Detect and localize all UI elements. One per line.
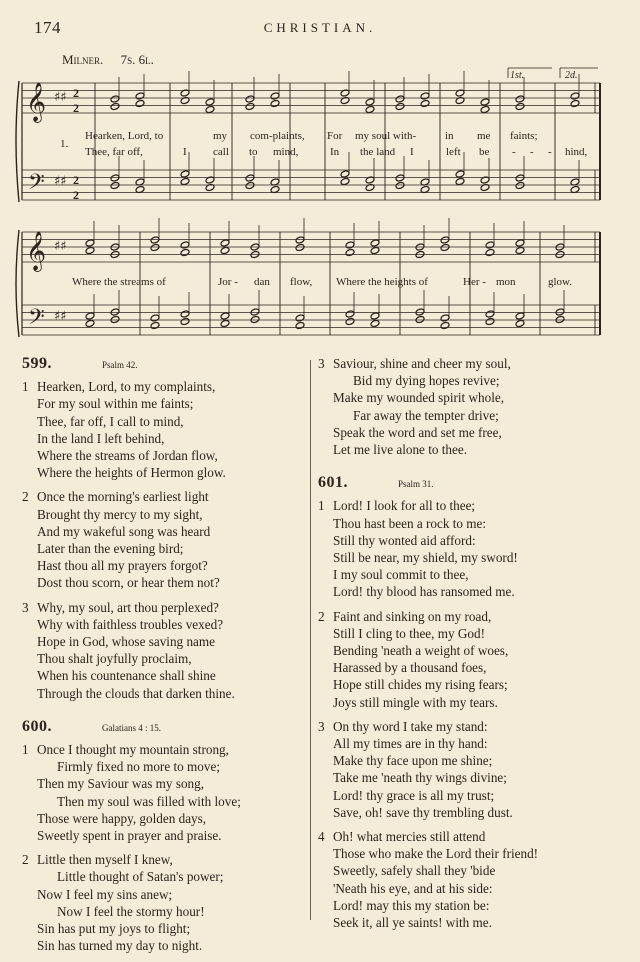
notehead [515, 102, 525, 110]
lyric-syllable: I [183, 146, 187, 158]
stanza [22, 851, 302, 954]
verse-line [22, 488, 302, 505]
hymn-reference: Psalm 31. [398, 479, 434, 490]
notehead [110, 181, 120, 189]
verse-text: I my soul commit to thee, [333, 567, 469, 583]
stanza [22, 741, 302, 844]
music-score [0, 0, 640, 350]
verse-text: When his countenance shall shine [37, 668, 216, 684]
verse-line [22, 793, 302, 810]
verse-text: Then my soul was filled with love; [57, 793, 241, 809]
verse-line [22, 650, 302, 667]
notehead [365, 105, 375, 113]
lyric-syllable: I [410, 146, 414, 158]
running-title: CHRISTIAN. [263, 20, 377, 35]
verse-line [22, 633, 302, 650]
notehead [515, 181, 525, 189]
verse-line [22, 886, 302, 903]
verse-text: Where the heights of Hermon glow. [37, 465, 226, 481]
notehead [180, 177, 190, 185]
notehead [420, 99, 430, 107]
key-signature-sharps: ♯♯ [54, 309, 67, 324]
verse-line [318, 583, 618, 600]
lyric-syllable: flow, [290, 276, 313, 288]
key-signature-sharps: ♯♯ [54, 90, 67, 105]
verse-line [22, 741, 302, 758]
lyric-syllable: to [249, 146, 258, 158]
stanza [318, 718, 618, 821]
verse-line [22, 523, 302, 540]
verse-text: Little then myself I knew, [37, 852, 173, 868]
verse-line [22, 574, 302, 591]
stanza [22, 378, 302, 481]
verse-line [22, 557, 302, 574]
verse-text: Firmly fixed no more to move; [57, 759, 220, 775]
verse-text: Once I thought my mountain strong, [37, 742, 229, 758]
verse-text: Dost thou scorn, or hear them not? [37, 575, 220, 591]
notehead [515, 95, 525, 103]
bass-clef-icon: 𝄢 [28, 170, 45, 200]
verse-text: For my soul within me faints; [37, 396, 194, 412]
key-signature-sharps: ♯♯ [54, 239, 67, 254]
verse-line [22, 395, 302, 412]
notehead [455, 177, 465, 185]
stanza [318, 497, 618, 600]
lyric-syllable: For [327, 130, 343, 142]
stanza-number: 3 [318, 356, 325, 371]
verse-text: Still be near, my shield, my sword! [333, 550, 518, 566]
first-ending-label: 1st. [510, 70, 525, 81]
system-brace [16, 81, 19, 202]
verse-line [22, 540, 302, 557]
verse-line [22, 430, 302, 447]
verse-line [318, 659, 618, 676]
hymn-601 [318, 474, 618, 931]
verse-line [22, 851, 302, 868]
notehead [515, 239, 525, 247]
lyric-syllable: call [213, 146, 229, 158]
lyric-syllable: Where the streams of [72, 276, 166, 288]
notehead [345, 310, 355, 318]
lyric-syllable: my soul with- [355, 130, 417, 142]
verse-text: Take me 'neath thy wings divine; [333, 770, 507, 786]
time-signature: 2 [73, 188, 79, 202]
notehead [485, 317, 495, 325]
hymn-number: 601. [318, 474, 348, 492]
verse-line [318, 897, 618, 914]
right-column [318, 355, 618, 938]
verse-text: Why with faithless troubles vexed? [37, 616, 224, 632]
verse-text: Bending 'neath a weight of woes, [333, 643, 509, 659]
notehead [110, 308, 120, 316]
verse-line [318, 549, 618, 566]
verse-text: Save, oh! save thy trembling dust. [333, 804, 513, 820]
notehead [150, 321, 160, 329]
stanza-number: 4 [318, 829, 325, 845]
lyric-syllable: hind, [565, 146, 588, 158]
second-ending-label: 2d. [565, 70, 578, 81]
notehead [440, 314, 450, 322]
verse-text: Far away the tempter drive; [353, 407, 499, 423]
verse-text: Hast thou all my prayers forgot? [37, 558, 208, 574]
notehead [180, 170, 190, 178]
verse-text: Once the morning's earliest light [37, 489, 209, 505]
lyric-syllable: Her - [463, 276, 486, 288]
verse-text: Where the streams of Jordan flow, [37, 448, 218, 464]
notehead [370, 246, 380, 254]
notehead [440, 243, 450, 251]
lyric-syllable: my [213, 130, 228, 142]
verse-text: Sin has turned my day to night. [37, 938, 203, 954]
stanza-number: 1 [22, 379, 29, 395]
notehead [245, 102, 255, 110]
notehead [245, 181, 255, 189]
lyric-syllable: dan [254, 276, 270, 288]
verse-text: Thee, far off, I call to mind, [37, 413, 184, 429]
stanza-number: 2 [22, 489, 29, 505]
verse-text: Later than the evening bird; [37, 541, 184, 557]
notehead [245, 174, 255, 182]
verse-text: Bid my dying hopes revive; [353, 373, 500, 389]
verse-text: Now I feel the stormy hour! [57, 903, 205, 919]
lyric-syllable: be [479, 146, 490, 158]
verse-line [318, 389, 618, 406]
stanza [22, 488, 302, 591]
verse-text: Joys still mingle with my tears. [333, 694, 498, 710]
notehead [395, 174, 405, 182]
verse-line [318, 804, 618, 821]
verse-line [318, 787, 618, 804]
notehead [345, 248, 355, 256]
verse-line [22, 775, 302, 792]
verse-number: 1. [60, 138, 69, 150]
notehead [295, 321, 305, 329]
notehead [270, 99, 280, 107]
notehead [110, 102, 120, 110]
verse-line [318, 914, 618, 931]
notehead [480, 105, 490, 113]
verse-text: Still thy wonted aid afford: [333, 532, 476, 548]
verse-text: Little thought of Satan's power; [57, 869, 224, 885]
verse-line [318, 769, 618, 786]
notehead [180, 248, 190, 256]
verse-line [22, 378, 302, 395]
lyric-syllable: - [548, 146, 552, 158]
notehead [345, 317, 355, 325]
verse-text: Hearken, Lord, to my complaints, [37, 379, 216, 395]
stanza [22, 599, 302, 702]
notehead [340, 177, 350, 185]
verse-text: On thy word I take my stand: [333, 718, 488, 734]
notehead [485, 310, 495, 318]
verse-text: Why, my soul, art thou perplexed? [37, 599, 219, 615]
lyric-syllable: Hearken, Lord, to [85, 130, 164, 142]
notehead [205, 105, 215, 113]
verse-line [22, 810, 302, 827]
notehead [220, 246, 230, 254]
verse-line [318, 625, 618, 642]
key-signature-sharps: ♯♯ [54, 174, 67, 189]
verse-line [318, 532, 618, 549]
verse-line [22, 903, 302, 920]
lyric-syllable: Thee, far off, [85, 146, 143, 158]
verse-text: Thou hast been a rock to me: [333, 515, 487, 531]
notehead [220, 239, 230, 247]
notehead [440, 321, 450, 329]
notehead [395, 95, 405, 103]
hymn-number: 600. [22, 717, 52, 735]
verse-text: Oh! what mercies still attend [333, 829, 486, 845]
notehead [250, 315, 260, 323]
verse-line [318, 880, 618, 897]
lyric-syllable: in [445, 130, 454, 142]
verse-line [318, 828, 618, 845]
verse-line [318, 694, 618, 711]
column-divider [310, 360, 311, 920]
verse-line [318, 441, 618, 458]
verse-text: Let me live alone to thee. [333, 442, 468, 458]
notehead [180, 317, 190, 325]
stanza [318, 828, 618, 931]
verse-text: All my times are in thy hand: [333, 736, 488, 752]
stanza [318, 355, 618, 458]
verse-text: Seek it, all ye saints! with me. [333, 915, 492, 931]
verse-line [318, 424, 618, 441]
verse-line [318, 718, 618, 735]
verse-line [318, 752, 618, 769]
verse-text: Faint and sinking on my road, [333, 608, 492, 624]
verse-text: Harassed by a thousand foes, [333, 660, 487, 676]
verse-line [22, 506, 302, 523]
notehead [150, 243, 160, 251]
hymn-600-continued [318, 355, 618, 458]
verse-text: Hope in God, whose saving name [37, 634, 215, 650]
lyric-syllable: faints; [510, 130, 538, 142]
notehead [555, 315, 565, 323]
verse-text: Make my wounded spirit whole, [333, 390, 505, 406]
notehead [515, 246, 525, 254]
verse-text: And my wakeful song was heard [37, 523, 211, 539]
notehead [415, 315, 425, 323]
notehead [365, 98, 375, 106]
notehead [485, 241, 495, 249]
notehead [150, 314, 160, 322]
verse-line [318, 642, 618, 659]
verse-line [22, 920, 302, 937]
tune-name: Milner. [62, 52, 104, 67]
stanza-number: 1 [318, 498, 325, 514]
notehead [135, 99, 145, 107]
notehead [415, 308, 425, 316]
time-signature: 2 [73, 173, 79, 187]
verse-line [318, 372, 618, 389]
notehead [485, 248, 495, 256]
verse-text: Lord! thy blood has ransomed me. [333, 584, 515, 600]
verse-text: Brought thy mercy to my sight, [37, 506, 203, 522]
notehead [85, 246, 95, 254]
verse-text: Sweetly, safely shall they 'bide [333, 863, 496, 879]
notehead [110, 315, 120, 323]
verse-text: Through the clouds that darken thine. [37, 685, 235, 701]
time-signature: 2 [73, 101, 79, 115]
notehead [440, 236, 450, 244]
verse-line [318, 515, 618, 532]
notehead [85, 312, 95, 320]
lyric-syllable: - [530, 146, 534, 158]
notehead [250, 308, 260, 316]
notehead [420, 92, 430, 100]
verse-line [318, 608, 618, 625]
notehead [295, 243, 305, 251]
verse-line [22, 599, 302, 616]
hymn-reference: Galatians 4 : 15. [102, 722, 161, 733]
verse-line [22, 667, 302, 684]
notehead [220, 319, 230, 327]
notehead [515, 319, 525, 327]
verse-text: Make thy face upon me shine; [333, 753, 493, 769]
notehead [480, 98, 490, 106]
verse-line [22, 937, 302, 954]
verse-line [318, 676, 618, 693]
verse-line [22, 758, 302, 775]
notehead [85, 319, 95, 327]
left-column [22, 355, 302, 962]
notehead [220, 312, 230, 320]
system-brace [16, 230, 19, 337]
notehead [150, 236, 160, 244]
notehead [455, 170, 465, 178]
notehead [555, 308, 565, 316]
lyric-syllable: mon [496, 276, 516, 288]
treble-clef-icon: 𝄞 [26, 82, 47, 122]
verse-text: Thou shalt joyfully proclaim, [37, 651, 192, 667]
verse-line [22, 827, 302, 844]
notehead [245, 95, 255, 103]
stanza-number: 2 [318, 608, 325, 624]
verse-text: Hope still chides my rising fears; [333, 677, 508, 693]
notehead [345, 241, 355, 249]
verse-text: Speak the word and set me free, [333, 424, 502, 440]
verse-line [22, 868, 302, 885]
verse-text: Now I feel my sins anew; [37, 886, 173, 902]
notehead [515, 174, 525, 182]
verse-text: Then my Saviour was my song, [37, 776, 205, 792]
notehead [370, 319, 380, 327]
notehead [395, 102, 405, 110]
lyric-syllable: left [446, 146, 461, 158]
time-signature: 2 [73, 86, 79, 100]
stanza [318, 608, 618, 711]
verse-line [318, 497, 618, 514]
verse-line [318, 735, 618, 752]
bass-clef-icon: 𝄢 [28, 305, 45, 335]
notehead [270, 92, 280, 100]
verse-text: Those who make the Lord their friend! [333, 846, 539, 862]
notehead [570, 92, 580, 100]
lyric-syllable: Where the heights of [336, 276, 428, 288]
treble-clef-icon: 𝄞 [26, 231, 47, 271]
verse-line [22, 413, 302, 430]
notehead [180, 241, 190, 249]
stanza-number: 3 [22, 599, 29, 615]
notehead [180, 310, 190, 318]
verse-text: Still I cling to thee, my God! [333, 625, 486, 641]
verse-line [318, 407, 618, 424]
hymn-599 [22, 355, 302, 702]
hymn-reference: Psalm 42. [102, 360, 138, 370]
verse-line [22, 685, 302, 702]
lyric-syllable: mind, [273, 146, 299, 158]
notehead [110, 95, 120, 103]
verse-text: Lord! I look for all to thee; [333, 498, 476, 514]
lyric-syllable: the land [360, 146, 396, 158]
verse-line [318, 355, 618, 372]
lyric-syllable: Jor - [218, 276, 238, 288]
lyric-syllable: In [330, 146, 340, 158]
notehead [85, 239, 95, 247]
notehead [110, 174, 120, 182]
stanza-number: 3 [318, 718, 325, 734]
verse-line [22, 447, 302, 464]
verse-text: Those were happy, golden days, [37, 810, 207, 826]
verse-line [318, 862, 618, 879]
verse-line [318, 845, 618, 862]
lyric-syllable: me [477, 130, 491, 142]
notehead [395, 181, 405, 189]
notehead [570, 99, 580, 107]
notehead [370, 239, 380, 247]
verse-text: Sin has put my joys to flight; [37, 921, 191, 937]
verse-text: In the land I left behind, [37, 430, 165, 446]
notehead [295, 236, 305, 244]
verse-text: Lord! thy grace is all my trust; [333, 787, 495, 803]
hymn-600 [22, 718, 302, 955]
verse-line [22, 464, 302, 481]
verse-text: Sweetly spent in prayer and praise. [37, 828, 222, 844]
hymn-number: 599. [22, 355, 52, 372]
lyric-syllable: com-plaints, [250, 130, 305, 142]
notehead [370, 312, 380, 320]
lyric-syllable: glow. [548, 276, 573, 288]
verse-line [318, 566, 618, 583]
notehead [135, 92, 145, 100]
notehead [295, 314, 305, 322]
verse-text: Lord! may this my station be: [333, 897, 490, 913]
stanza-number: 1 [22, 742, 29, 758]
notehead [340, 170, 350, 178]
notehead [515, 312, 525, 320]
lyric-syllable: - [512, 146, 516, 158]
verse-text: Saviour, shine and cheer my soul, [333, 356, 511, 371]
verse-line [22, 616, 302, 633]
stanza-number: 2 [22, 852, 29, 868]
page-number: 174 [34, 18, 61, 37]
tune-meter: 7s. 6l. [120, 52, 154, 67]
notehead [205, 98, 215, 106]
verse-text: 'Neath his eye, and at his side: [333, 880, 493, 896]
